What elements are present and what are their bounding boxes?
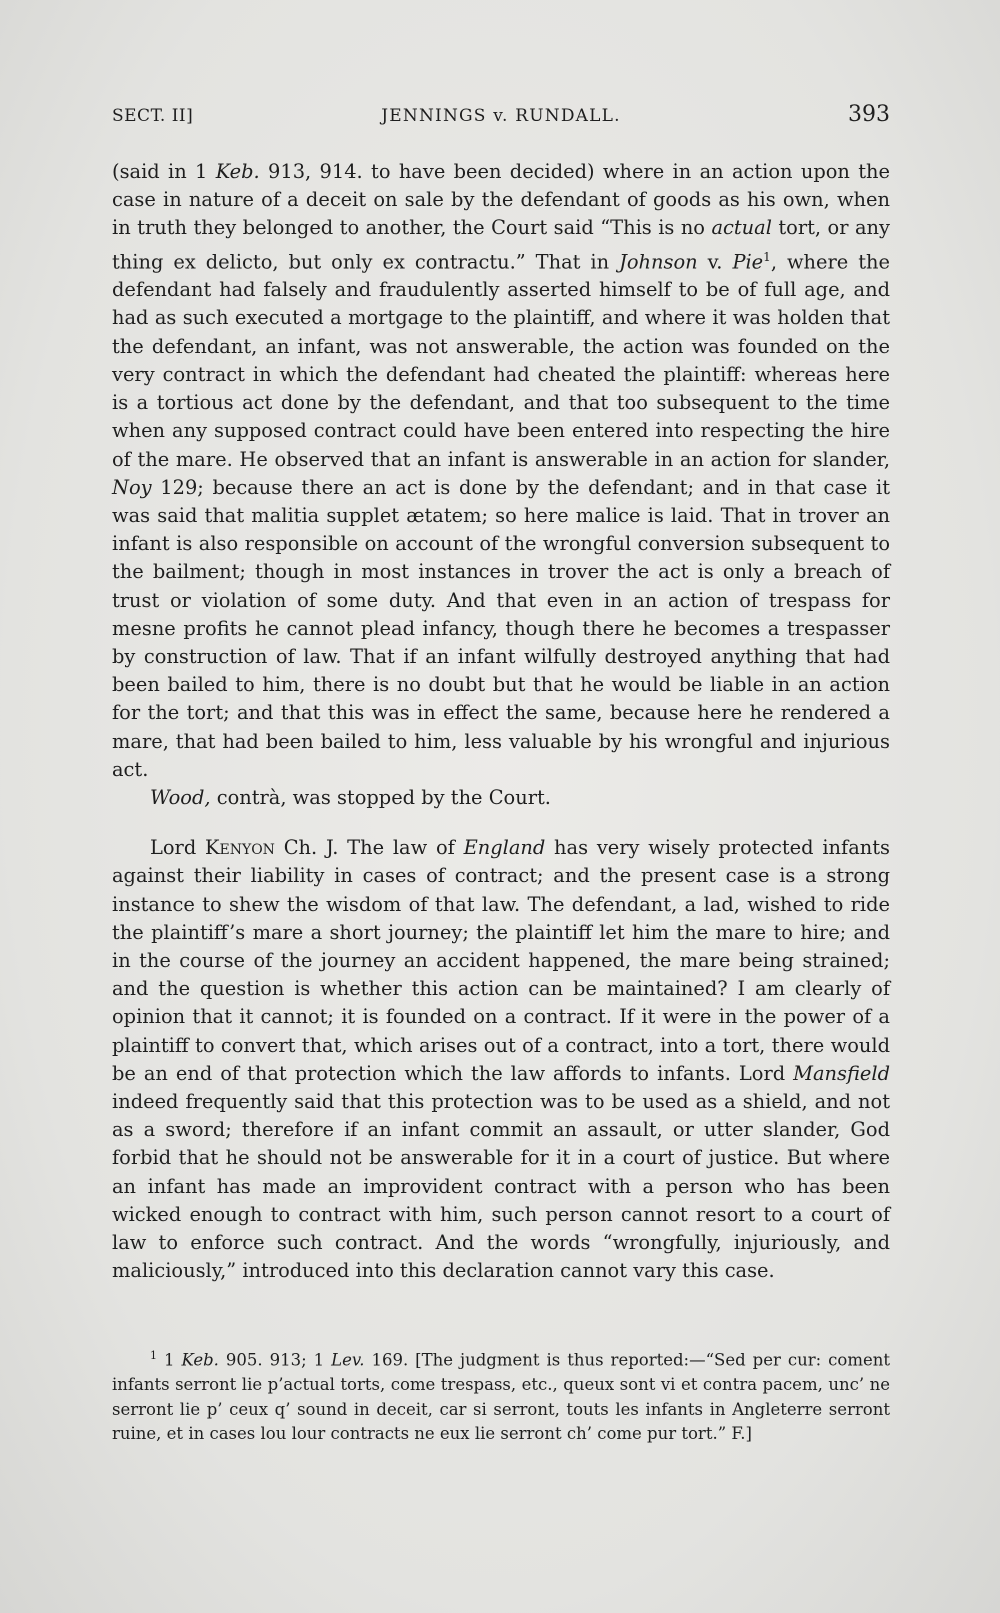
page-number: 393 [848,102,890,127]
running-header [112,100,890,140]
body-text [112,158,890,1285]
case-title: JENNINGS v. RUNDALL. [381,106,621,126]
footnote-marker: 1 [763,249,771,264]
paragraph-kenyon: Lord Kenyon Ch. J. The law of England has very wisely protected infants against their liability in cases of contract; and the present case is a strong instance to shew the wisdom of that law. The defendant, a lad, wished to ride the plaintiff’s mare a short journey; the plaintiff let him the mare to hire; and in the course of the journey an accident happened, the mare being strained; and the question is whether this action can be maintained? I am clearly of opinion that it cannot; it is founded on a contract. If it were in the power of a plaintiff to convert that, which arises out of a contract, into a tort, there would be an end of that protection which the law affords to infants. Lord Mansfield indeed frequently said that this protection was to be used as a shield, and not as a sword; therefore if an infant commit an assault, or utter slander, God forbid that he should not be answerable for it in a court of justice. But where an infant has made an improvident contract with a person who has been wicked enough to contract with him, such person cannot resort to a court of law to enforce such contract. And the words “wrongfully, injuriously, and maliciously,” introduced into this declaration cannot vary this case. [112,836,890,1283]
section-label: SECT. II] [112,106,194,126]
paragraph-argument: (said in 1 Keb. 913, 914. to have been decided) where in an action upon the case in nature of a deceit on sale by the defendant of goods as his own, when in truth they belonged to another, the Court said “This is no actual tort, or any thing ex delicto, but only ex contractu.” That in Johnson v. Pie$^1$, where the defendant had falsely and fraudulently asserted himself to be of full age, and had as such executed a mortgage to the plaintiff, and where it was holden that the defendant, an infant, was not answerable, the action was founded on the very contract in which the defendant had cheated the plaintiff: whereas here is a tortious act done by the defendant, and that too subsequent to the time when any supposed contract could have been entered into respecting the hire of the mare. He observed that an infant is answerable in an action for slander, Noy 129; because there an act is done by the defendant; and in that case it was said that malitia supplet ætatem; so here malice is laid. That in trover an infant is also responsible on account of the wrongful conversion subsequent to the bailment; though in most instances in trover the act is only a breach of trust or violation of some duty. And that even in an action of trespass for mesne profits he cannot plead infancy, though there he becomes a trespasser by construction of law. That if an infant wilfully destroyed anything that had been bailed to him, there is no doubt but that he would be liable in an action for the tort; and that this was in effect the same, because here he rendered a mare, that had been bailed to him, less valuable by his wrongful and injurious act. [112,160,890,781]
footnotes [112,1344,890,1447]
paragraph-wood: Wood, contrà, was stopped by the Court. [150,785,551,809]
footnote-1: $^1$ 1 Keb. 905. 913; 1 Lev. 169. [The judgment is thus reported:—“Sed per cur: coment infants serront lie p’actual torts, come trespass, etc., queux sont vi et contra pacem, unc’ ne serront lie p’ ceux q’ sound in deceit, car si serront, touts les infants in Angleterre serront ruine, et in cases lou lour contracts ne eux lie serront ch’ come pur tort.” F.] [112,1349,890,1443]
